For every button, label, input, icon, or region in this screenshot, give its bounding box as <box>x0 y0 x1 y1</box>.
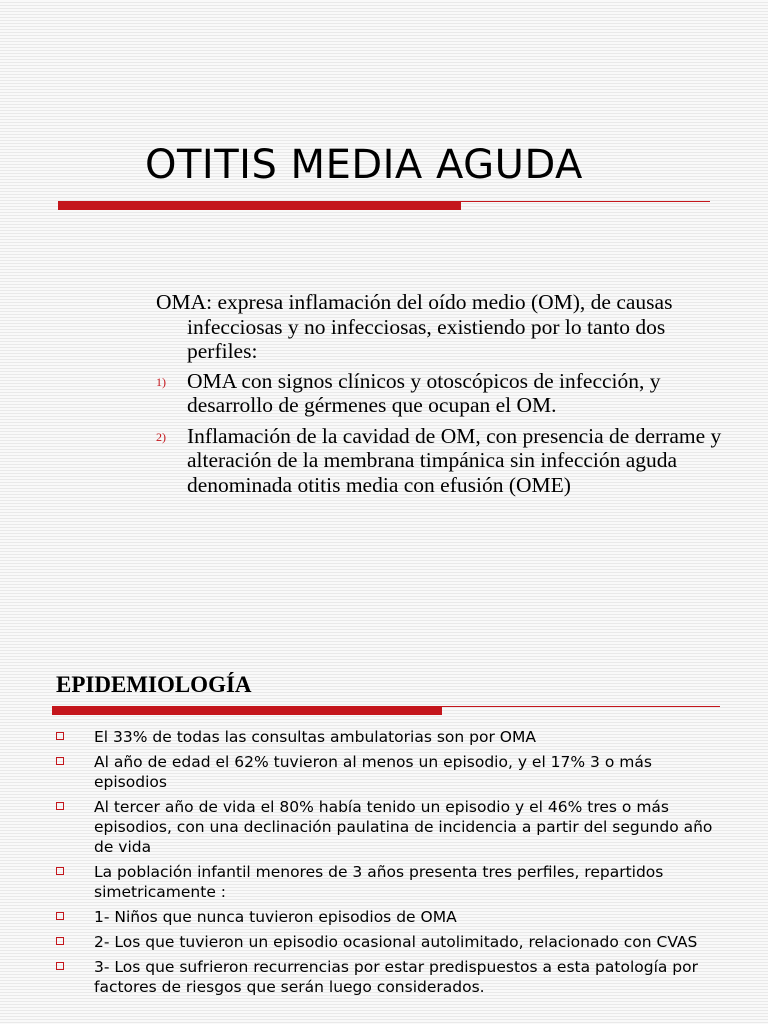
item-number-marker: 1) <box>156 374 166 389</box>
list-item-text: Al año de edad el 62% tuvieron al menos un episodio, y el 17% 3 o más episodios <box>94 753 652 791</box>
item-text: OMA con signos clínicos y otoscópicos de infección, y desarrollo de gérmenes que ocupan el OM. <box>187 368 661 417</box>
list-item <box>55 752 715 792</box>
list-item <box>55 907 715 927</box>
square-bullet-icon <box>56 937 64 945</box>
list-item <box>55 727 715 747</box>
square-bullet-icon <box>56 912 64 920</box>
list-item-text: 2- Los que tuvieron un episodio ocasional autolimitado, relacionado con CVAS <box>94 933 698 951</box>
square-bullet-icon <box>56 802 64 810</box>
square-bullet-icon <box>56 732 64 740</box>
thick-rule-bar <box>52 707 442 715</box>
thick-rule-bar <box>58 202 461 210</box>
list-item-text: 1- Niños que nunca tuvieron episodios de OMA <box>94 908 457 926</box>
intro-paragraph: OMA: expresa inflamación del oído medio (OM), de causas infecciosas y no infecciosas, existiendo por lo tanto dos perfiles: <box>156 290 673 363</box>
list-item-text: Al tercer año de vida el 80% había tenido un episodio y el 46% tres o más episodios, con una declinación paulatina de incidencia a partir del segundo año de vida <box>94 798 713 856</box>
list-item <box>55 957 715 997</box>
item-text: Inflamación de la cavidad de OM, con presencia de derrame y alteración de la membrana timpánica sin infección aguda denominada otitis media con efusión (OME) <box>187 423 722 497</box>
list-item <box>55 797 715 857</box>
numbered-item <box>156 369 726 418</box>
square-bullet-icon <box>56 962 64 970</box>
list-item <box>55 862 715 902</box>
list-item-text: 3- Los que sufrieron recurrencias por estar predispuestos a esta patología por factores de riesgos que serán luego considerados. <box>94 958 698 996</box>
bullet-list <box>55 727 715 1002</box>
list-item <box>55 932 715 952</box>
slide-title-otitis: OTITIS MEDIA AGUDA <box>145 142 583 188</box>
square-bullet-icon <box>56 867 64 875</box>
list-item-text: La población infantil menores de 3 años presenta tres perfiles, repartidos simetricamente : <box>94 863 664 901</box>
section-title-epidemiologia: EPIDEMIOLOGÍA <box>56 672 252 697</box>
list-item-text: El 33% de todas las consultas ambulatorias son por OMA <box>94 728 536 746</box>
numbered-item <box>156 424 726 498</box>
square-bullet-icon <box>56 757 64 765</box>
item-number-marker: 2) <box>156 429 166 444</box>
intro-content <box>156 290 726 503</box>
